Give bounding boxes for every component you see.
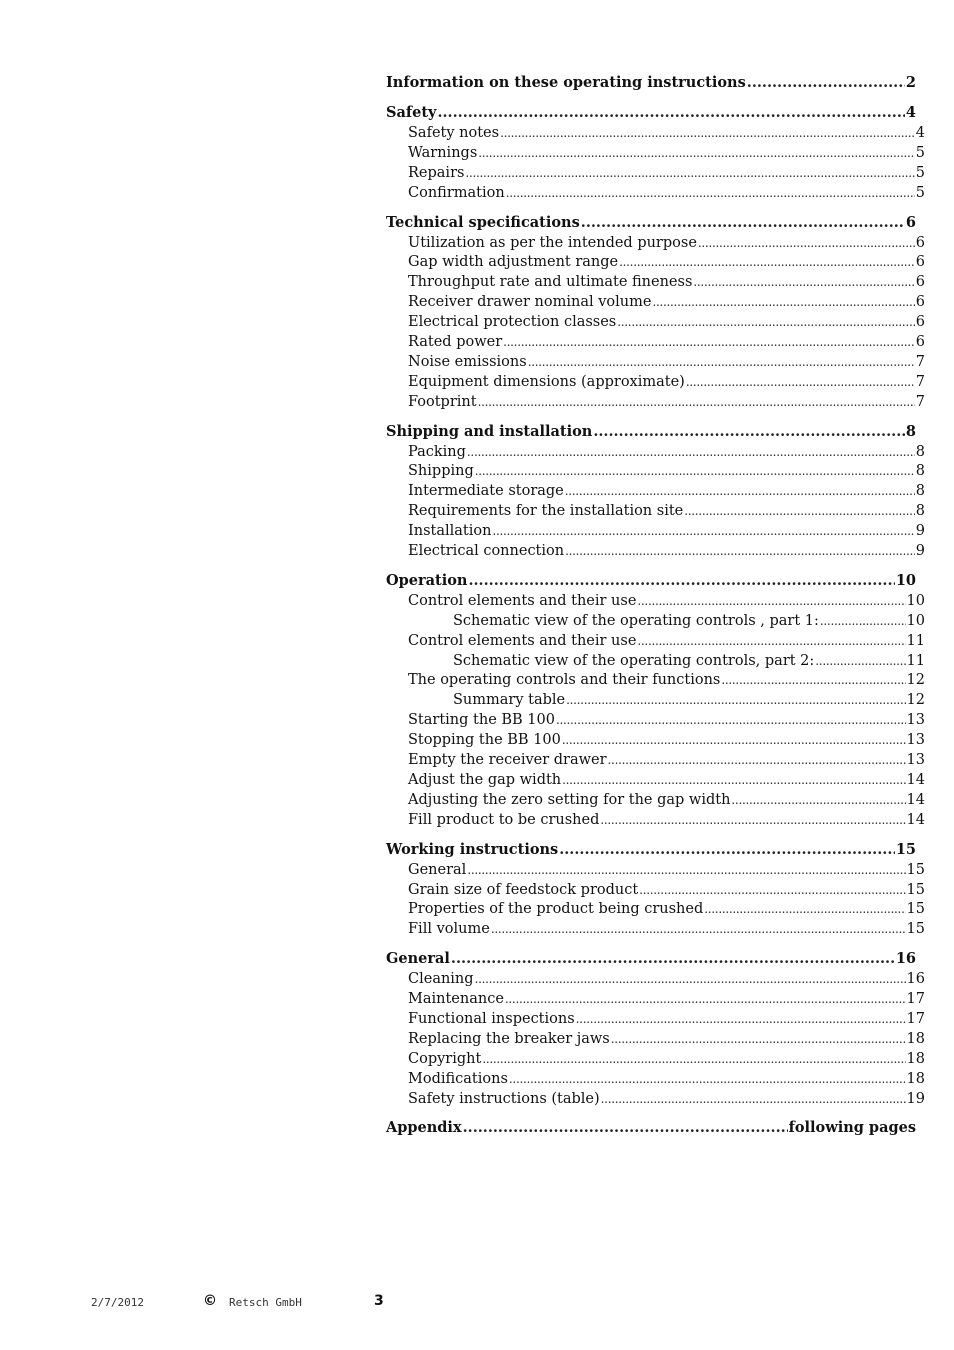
toc-entry-page: 18 bbox=[906, 1070, 925, 1087]
toc-entry-page: 11 bbox=[906, 632, 925, 649]
dot-leader bbox=[576, 1010, 906, 1030]
toc-section bbox=[386, 570, 925, 831]
toc-entry[interactable] bbox=[386, 711, 925, 731]
toc-entry-page: 16 bbox=[906, 971, 925, 988]
toc-entry-title: Safety notes bbox=[408, 125, 500, 141]
page-footer bbox=[0, 1293, 954, 1313]
toc-entry-page: 6 bbox=[915, 254, 925, 271]
toc-section bbox=[386, 948, 925, 1109]
toc-entry-title: Maintenance bbox=[408, 991, 504, 1008]
toc-entry-title: Utilization as per the intended purpose bbox=[408, 234, 697, 251]
dot-leader bbox=[815, 652, 905, 672]
toc-entry[interactable] bbox=[386, 592, 925, 612]
toc-entry-title: Grain size of feedstock product bbox=[408, 881, 639, 898]
dot-leader bbox=[468, 570, 894, 592]
toc-entry-title: Repairs bbox=[408, 164, 465, 181]
toc-entry-title: Replacing the breaker jaws bbox=[408, 1030, 610, 1047]
dot-leader bbox=[704, 900, 905, 920]
toc-entry-page: 5 bbox=[915, 164, 925, 181]
toc-entry-title: Electrical connection bbox=[408, 543, 565, 560]
dot-leader bbox=[686, 373, 915, 393]
toc-entry[interactable] bbox=[386, 1030, 925, 1050]
toc-section bbox=[386, 212, 925, 413]
toc-section-heading-page: 10 bbox=[895, 571, 916, 589]
dot-leader bbox=[581, 212, 905, 234]
toc-entry-page: 17 bbox=[906, 1010, 925, 1027]
toc-entry[interactable] bbox=[386, 164, 925, 184]
toc-entry[interactable] bbox=[386, 751, 925, 771]
toc-section-heading-title: Information on these operating instructions bbox=[386, 74, 746, 91]
toc-entry[interactable] bbox=[386, 900, 925, 920]
toc-entry-page: 14 bbox=[906, 771, 925, 788]
toc-entry[interactable] bbox=[386, 671, 925, 691]
toc-entry-title: Control elements and their use bbox=[408, 592, 637, 609]
toc-entry[interactable] bbox=[386, 443, 925, 463]
dot-leader bbox=[478, 393, 915, 413]
dot-leader bbox=[475, 970, 906, 990]
toc-entry[interactable] bbox=[386, 632, 925, 652]
toc-entry-page: 7 bbox=[915, 393, 925, 410]
footer-date: 2/7/2012 bbox=[91, 1296, 144, 1309]
toc-entry-page: 15 bbox=[906, 901, 925, 918]
toc-entry[interactable] bbox=[386, 861, 925, 881]
toc-entry-page: 6 bbox=[915, 234, 925, 251]
toc-entry[interactable] bbox=[386, 731, 925, 751]
toc-entry[interactable] bbox=[386, 970, 925, 990]
toc-subsubentry-page: 10 bbox=[906, 612, 925, 629]
dot-leader bbox=[684, 502, 915, 522]
dot-leader bbox=[491, 920, 906, 940]
dot-leader bbox=[562, 771, 905, 791]
dot-leader bbox=[467, 861, 905, 881]
toc-entry-title: Receiver drawer nominal volume bbox=[408, 294, 652, 311]
toc-section-heading-title: Safety bbox=[386, 104, 437, 121]
toc-entry-page: 8 bbox=[915, 503, 925, 520]
toc-subsubentry-title: Summary table bbox=[453, 692, 566, 709]
toc-entry[interactable] bbox=[386, 522, 925, 542]
table-of-contents bbox=[386, 72, 925, 1147]
toc-entry[interactable] bbox=[386, 502, 925, 522]
toc-entry[interactable] bbox=[386, 990, 925, 1010]
toc-entry[interactable] bbox=[386, 313, 925, 333]
toc-subsubentry[interactable] bbox=[386, 691, 925, 711]
toc-entry-title: Copyright bbox=[408, 1050, 482, 1067]
toc-entry-title: Warnings bbox=[408, 144, 478, 161]
toc-entry-title: Empty the receiver drawer bbox=[408, 752, 607, 769]
toc-entry-title: General bbox=[408, 861, 467, 878]
toc-entry[interactable] bbox=[386, 791, 925, 811]
toc-entry-title: Confirmation bbox=[408, 184, 505, 201]
toc-entry[interactable] bbox=[386, 771, 925, 791]
toc-section-heading-page: 15 bbox=[895, 840, 916, 858]
toc-entry-page: 14 bbox=[906, 811, 925, 828]
toc-entry[interactable] bbox=[386, 234, 925, 254]
toc-section-heading[interactable] bbox=[386, 102, 916, 124]
toc-section-heading-title: Appendix bbox=[386, 1119, 462, 1137]
toc-section bbox=[386, 839, 925, 941]
toc-subsubentry-page: 11 bbox=[906, 652, 925, 669]
toc-subsubentry-title: Schematic view of the operating controls , part 1: bbox=[453, 612, 819, 629]
toc-section-heading-title: Operation bbox=[386, 571, 468, 589]
toc-entry-title: Noise emissions bbox=[408, 353, 527, 370]
dot-leader bbox=[506, 184, 915, 204]
toc-entry[interactable] bbox=[386, 920, 925, 940]
toc-section bbox=[386, 1117, 916, 1139]
dot-leader bbox=[528, 353, 915, 373]
toc-entry-title: The operating controls and their functions bbox=[408, 672, 721, 689]
toc-entry-page: 13 bbox=[906, 712, 925, 729]
toc-subsubentry[interactable] bbox=[386, 612, 925, 632]
toc-section-heading[interactable] bbox=[386, 839, 916, 861]
toc-section-heading-page: 8 bbox=[905, 422, 916, 440]
toc-entry[interactable] bbox=[386, 1070, 925, 1090]
dot-leader bbox=[437, 102, 904, 124]
toc-section-heading-title: Shipping and installation bbox=[386, 422, 593, 440]
toc-entry-title: Shipping bbox=[408, 463, 474, 480]
dot-leader bbox=[478, 144, 915, 164]
toc-entry-title: Packing bbox=[408, 443, 466, 460]
toc-entry-page: 17 bbox=[906, 991, 925, 1008]
toc-entry-page: 10 bbox=[906, 592, 925, 609]
toc-entry-title: Safety instructions (table) bbox=[408, 1090, 600, 1107]
dot-leader bbox=[503, 333, 915, 353]
footer-company: Retsch GmbH bbox=[229, 1296, 302, 1309]
dot-leader bbox=[482, 1050, 905, 1070]
toc-entry-title: Installation bbox=[408, 523, 492, 540]
toc-entry-title: Requirements for the installation site bbox=[408, 503, 684, 520]
toc-entry-title: Functional inspections bbox=[408, 1010, 575, 1027]
toc-entry-page: 5 bbox=[915, 184, 925, 201]
toc-entry-page: 6 bbox=[915, 334, 925, 351]
dot-leader bbox=[566, 691, 905, 711]
toc-entry-page: 9 bbox=[915, 543, 925, 560]
toc-entry-page: 18 bbox=[906, 1050, 925, 1067]
toc-entry-page: 5 bbox=[915, 144, 925, 161]
dot-leader bbox=[731, 791, 905, 811]
dot-leader bbox=[509, 1070, 906, 1090]
toc-entry[interactable] bbox=[386, 293, 925, 313]
toc-entry[interactable] bbox=[386, 881, 925, 901]
dot-leader bbox=[611, 1030, 906, 1050]
toc-entry-title: Throughput rate and ultimate fineness bbox=[408, 274, 693, 291]
toc-entry-page: 18 bbox=[906, 1030, 925, 1047]
dot-leader bbox=[559, 839, 895, 861]
toc-entry-title: Fill product to be crushed bbox=[408, 811, 600, 828]
toc-entry-page: 7 bbox=[915, 373, 925, 390]
toc-entry[interactable] bbox=[386, 1090, 925, 1110]
toc-section-heading-page: 16 bbox=[895, 950, 916, 968]
toc-section bbox=[386, 421, 925, 562]
dot-leader bbox=[820, 612, 906, 632]
toc-entry[interactable] bbox=[386, 462, 925, 482]
toc-section-heading[interactable] bbox=[386, 212, 916, 234]
toc-entry-title: Adjust the gap width bbox=[408, 771, 562, 788]
toc-entry[interactable] bbox=[386, 373, 925, 393]
dot-leader bbox=[475, 462, 915, 482]
dot-leader bbox=[693, 273, 914, 293]
toc-entry-title: Equipment dimensions (approximate) bbox=[408, 373, 685, 390]
toc-entry-title: Cleaning bbox=[408, 971, 474, 988]
toc-entry[interactable] bbox=[386, 184, 925, 204]
toc-section bbox=[386, 72, 916, 94]
dot-leader bbox=[747, 72, 905, 94]
toc-section-heading-title: General bbox=[386, 950, 450, 968]
toc-section-heading-page: 4 bbox=[905, 104, 916, 121]
dot-leader bbox=[600, 811, 905, 831]
toc-entry-page: 6 bbox=[915, 274, 925, 291]
toc-section-heading[interactable] bbox=[386, 421, 916, 443]
toc-section-heading-page: following pages bbox=[788, 1119, 916, 1137]
toc-entry[interactable] bbox=[386, 1010, 925, 1030]
dot-leader bbox=[562, 731, 906, 751]
toc-entry-title: Adjusting the zero setting for the gap width bbox=[408, 791, 731, 808]
toc-entry-page: 9 bbox=[915, 523, 925, 540]
dot-leader bbox=[565, 482, 915, 502]
toc-entry-title: Gap width adjustment range bbox=[408, 254, 619, 271]
toc-section-heading[interactable] bbox=[386, 1117, 916, 1139]
toc-entry[interactable] bbox=[386, 124, 925, 144]
toc-entry-page: 6 bbox=[915, 294, 925, 311]
toc-entry-page: 15 bbox=[906, 861, 925, 878]
toc-entry-title: Intermediate storage bbox=[408, 483, 564, 500]
dot-leader bbox=[637, 592, 905, 612]
toc-entry-page: 4 bbox=[915, 125, 925, 141]
toc-entry[interactable] bbox=[386, 353, 925, 373]
dot-leader bbox=[637, 632, 905, 652]
toc-section-heading[interactable] bbox=[386, 948, 916, 970]
dot-leader bbox=[463, 1117, 788, 1139]
dot-leader bbox=[467, 443, 915, 463]
dot-leader bbox=[500, 124, 915, 144]
toc-entry-page: 15 bbox=[906, 881, 925, 898]
toc-subsubentry-page: 12 bbox=[906, 692, 925, 709]
footer-page-number: 3 bbox=[374, 1293, 384, 1309]
toc-entry-title: Footprint bbox=[408, 393, 477, 410]
dot-leader bbox=[505, 990, 906, 1010]
copyright-icon: © bbox=[203, 1293, 217, 1309]
toc-entry[interactable] bbox=[386, 333, 925, 353]
dot-leader bbox=[593, 421, 905, 443]
toc-entry[interactable] bbox=[386, 273, 925, 293]
toc-entry[interactable] bbox=[386, 393, 925, 413]
toc-entry-title: Control elements and their use bbox=[408, 632, 637, 649]
toc-section-heading-page: 6 bbox=[905, 213, 916, 231]
toc-entry[interactable] bbox=[386, 542, 925, 562]
toc-entry-title: Electrical protection classes bbox=[408, 314, 617, 331]
toc-section-heading[interactable] bbox=[386, 72, 916, 94]
toc-entry[interactable] bbox=[386, 482, 925, 502]
toc-entry-page: 19 bbox=[906, 1090, 925, 1107]
dot-leader bbox=[565, 542, 915, 562]
toc-entry-page: 8 bbox=[915, 443, 925, 460]
dot-leader bbox=[601, 1090, 906, 1110]
toc-entry[interactable] bbox=[386, 253, 925, 273]
toc-entry-title: Rated power bbox=[408, 334, 503, 351]
dot-leader bbox=[556, 711, 906, 731]
dot-leader bbox=[617, 313, 915, 333]
dot-leader bbox=[619, 253, 915, 273]
toc-entry[interactable] bbox=[386, 811, 925, 831]
toc-entry[interactable] bbox=[386, 144, 925, 164]
toc-entry-title: Stopping the BB 100 bbox=[408, 732, 561, 749]
toc-subsubentry[interactable] bbox=[386, 652, 925, 672]
toc-entry-page: 13 bbox=[906, 732, 925, 749]
dot-leader bbox=[465, 164, 914, 184]
dot-leader bbox=[698, 234, 915, 254]
toc-section-heading-page: 2 bbox=[905, 74, 916, 91]
toc-entry-page: 13 bbox=[906, 752, 925, 769]
toc-entry-title: Properties of the product being crushed bbox=[408, 901, 704, 918]
toc-entry[interactable] bbox=[386, 1050, 925, 1070]
toc-entry-title: Starting the BB 100 bbox=[408, 712, 555, 729]
toc-entry-page: 8 bbox=[915, 483, 925, 500]
toc-section-heading-title: Technical specifications bbox=[386, 213, 580, 231]
toc-entry-page: 6 bbox=[915, 314, 925, 331]
toc-entry-title: Modifications bbox=[408, 1070, 508, 1087]
dot-leader bbox=[608, 751, 906, 771]
toc-subsubentry-title: Schematic view of the operating controls, part 2: bbox=[453, 652, 815, 669]
dot-leader bbox=[652, 293, 914, 313]
toc-section bbox=[386, 102, 925, 204]
toc-entry-page: 8 bbox=[915, 463, 925, 480]
toc-section-heading[interactable] bbox=[386, 570, 916, 592]
toc-entry-page: 15 bbox=[906, 921, 925, 938]
toc-entry-page: 7 bbox=[915, 353, 925, 370]
toc-entry-title: Fill volume bbox=[408, 921, 490, 938]
dot-leader bbox=[451, 948, 895, 970]
dot-leader bbox=[492, 522, 914, 542]
toc-section-heading-title: Working instructions bbox=[386, 840, 559, 858]
dot-leader bbox=[721, 671, 905, 691]
dot-leader bbox=[639, 881, 905, 901]
toc-entry-page: 14 bbox=[906, 791, 925, 808]
toc-entry-page: 12 bbox=[906, 672, 925, 689]
